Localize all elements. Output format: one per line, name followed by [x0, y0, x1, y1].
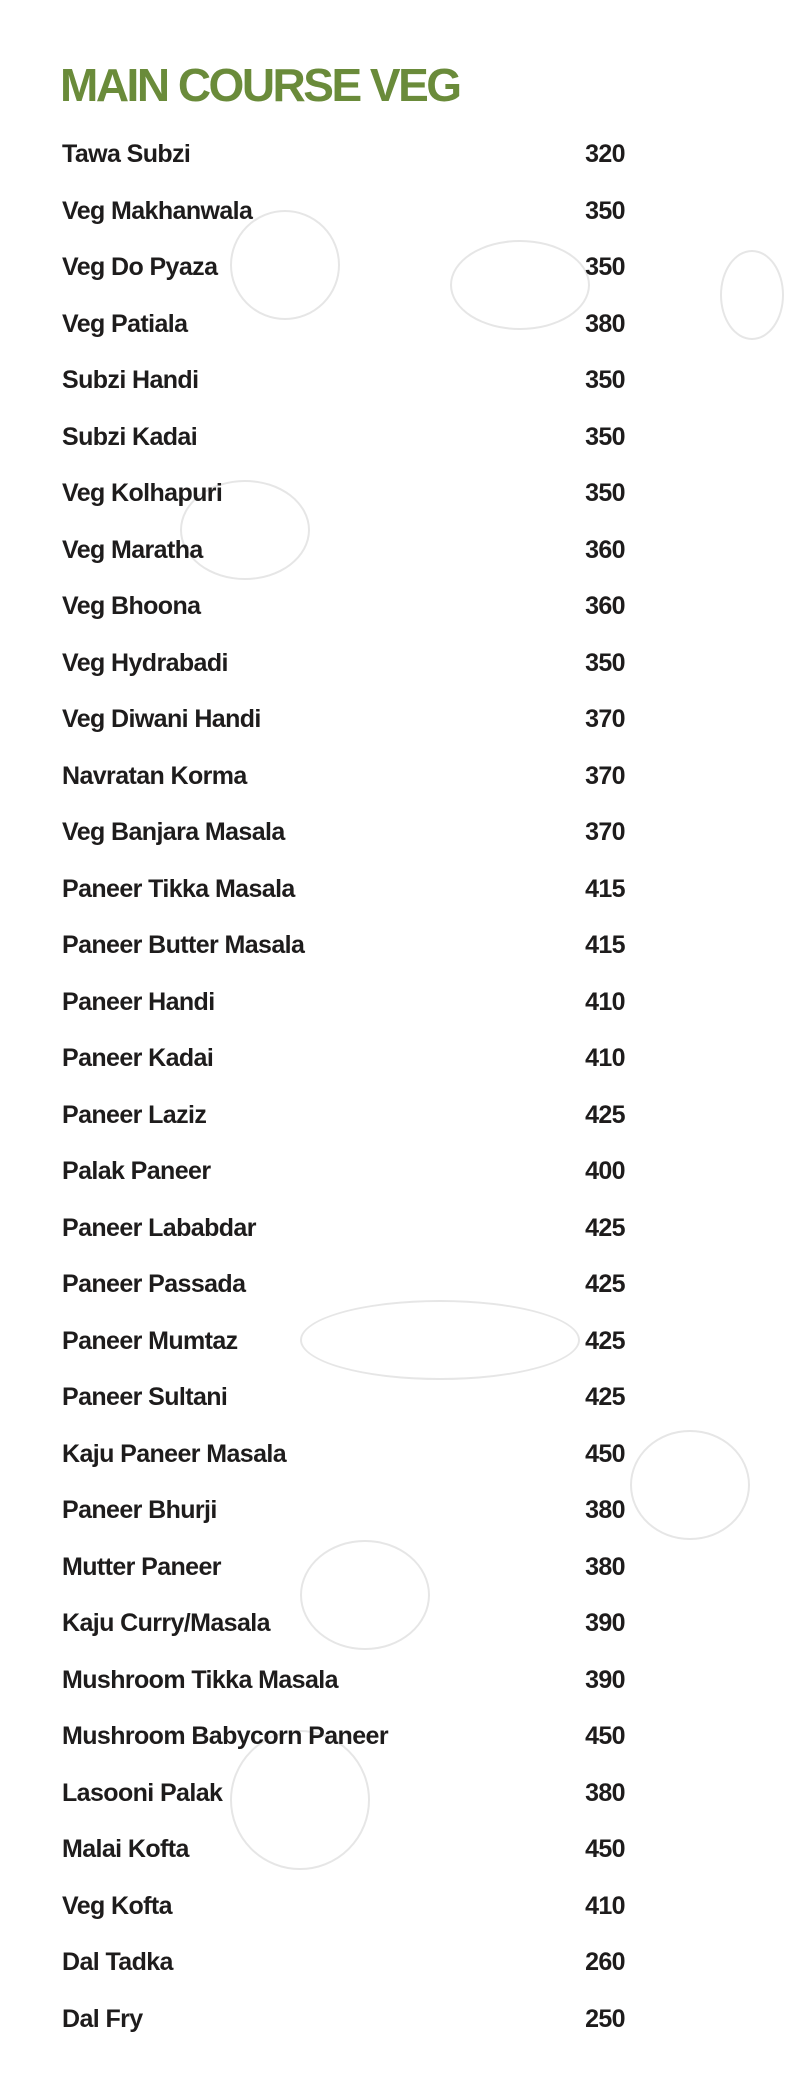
menu-item [0, 1718, 788, 1758]
menu-item [0, 1549, 788, 1589]
menu-item-price: 390 [585, 1665, 625, 1694]
menu-item-price: 410 [585, 987, 625, 1016]
menu-item-price: 450 [585, 1722, 625, 1750]
menu-item [0, 814, 788, 854]
menu-item-name: Kaju Paneer Masala [62, 1439, 287, 1468]
menu-item-name: Paneer Kadai [62, 1044, 214, 1072]
menu-item-price: 350 [585, 253, 625, 281]
menu-item-name: Veg Patiala [62, 309, 188, 338]
menu-item-price: 425 [585, 1213, 625, 1242]
section-title: MAIN COURSE VEG [60, 59, 460, 111]
menu-item [0, 419, 788, 459]
menu-item-name: Paneer Passada [62, 1270, 246, 1298]
menu-item [0, 927, 788, 967]
menu-item [0, 362, 788, 402]
menu-item-price: 415 [585, 931, 625, 959]
menu-item-name: Paneer Lababdar [62, 1213, 256, 1242]
menu-item-name: Veg Do Pyaza [62, 253, 218, 281]
menu-item-price: 350 [585, 422, 625, 451]
menu-item-name: Dal Tadka [62, 1948, 173, 1976]
menu-item-price: 415 [585, 874, 625, 903]
menu-item-price: 320 [585, 140, 625, 168]
menu-item [0, 1210, 788, 1250]
menu-item-name: Subzi Kadai [62, 422, 198, 451]
menu-item-price: 380 [585, 1496, 625, 1524]
menu-item-price: 360 [585, 592, 625, 620]
menu-item [0, 249, 788, 289]
menu-item-name: Veg Bhoona [62, 592, 201, 620]
menu-item-price: 250 [585, 2004, 625, 2033]
menu-item-price: 425 [585, 1100, 625, 1129]
menu-item [0, 532, 788, 572]
menu-item-name: Malai Kofta [62, 1835, 189, 1863]
menu-item [0, 871, 788, 911]
menu-item-price: 450 [585, 1835, 625, 1863]
menu-item-name: Lasooni Palak [62, 1778, 223, 1807]
menu-item-name: Tawa Subzi [62, 140, 191, 168]
menu-item [0, 1323, 788, 1363]
menu-item-price: 410 [585, 1044, 625, 1072]
menu-item-name: Paneer Tikka Masala [62, 874, 295, 903]
menu-item [0, 1888, 788, 1928]
menu-item-name: Veg Hydrabadi [62, 648, 228, 677]
menu-item-price: 370 [585, 705, 625, 733]
menu-item [0, 701, 788, 741]
menu-item-price: 350 [585, 196, 625, 225]
menu-item-name: Dal Fry [62, 2004, 143, 2033]
menu-item-price: 380 [585, 309, 625, 338]
menu-item-price: 370 [585, 761, 625, 790]
menu-item [0, 475, 788, 515]
menu-item-name: Paneer Handi [62, 987, 215, 1016]
menu-item [0, 588, 788, 628]
menu-item-price: 260 [585, 1948, 625, 1976]
menu-item [0, 1097, 788, 1137]
menu-item-name: Navratan Korma [62, 761, 247, 790]
menu-item [0, 1436, 788, 1476]
menu-item-name: Mutter Paneer [62, 1552, 221, 1581]
menu-item-name: Palak Paneer [62, 1157, 211, 1185]
menu-item [0, 1775, 788, 1815]
menu-item-name: Veg Maratha [62, 535, 203, 564]
menu-item-price: 380 [585, 1552, 625, 1581]
menu-item-name: Paneer Laziz [62, 1100, 207, 1129]
menu-item [0, 758, 788, 798]
menu-item [0, 1662, 788, 1702]
menu-item-price: 410 [585, 1891, 625, 1920]
menu-item-name: Mushroom Tikka Masala [62, 1665, 338, 1694]
menu-item [0, 1831, 788, 1871]
menu-item [0, 1266, 788, 1306]
menu-item-name: Subzi Handi [62, 366, 199, 394]
menu-item [0, 1492, 788, 1532]
menu-item-name: Veg Banjara Masala [62, 818, 285, 846]
menu-item [0, 1153, 788, 1193]
menu-item-price: 380 [585, 1778, 625, 1807]
menu-item-price: 350 [585, 366, 625, 394]
menu-item-price: 390 [585, 1609, 625, 1637]
menu-item-price: 350 [585, 479, 625, 507]
menu-item-name: Veg Kolhapuri [62, 479, 223, 507]
menu-item-price: 370 [585, 818, 625, 846]
menu-item-name: Mushroom Babycorn Paneer [62, 1722, 388, 1750]
menu-item [0, 2001, 788, 2041]
menu-item [0, 645, 788, 685]
menu-item [0, 1944, 788, 1984]
menu-item-name: Paneer Sultani [62, 1383, 228, 1411]
menu-item-name: Veg Makhanwala [62, 196, 253, 225]
menu-item-price: 360 [585, 535, 625, 564]
menu-item-name: Veg Kofta [62, 1891, 172, 1920]
menu-item [0, 1040, 788, 1080]
menu-item [0, 136, 788, 176]
menu-item [0, 1379, 788, 1419]
menu-item-name: Paneer Mumtaz [62, 1326, 238, 1355]
menu-item-name: Kaju Curry/Masala [62, 1609, 270, 1637]
menu-item-name: Veg Diwani Handi [62, 705, 261, 733]
menu-item-price: 425 [585, 1270, 625, 1298]
menu-item-price: 425 [585, 1383, 625, 1411]
menu-item [0, 984, 788, 1024]
menu-item [0, 193, 788, 233]
menu-item-name: Paneer Bhurji [62, 1496, 217, 1524]
menu-item-price: 350 [585, 648, 625, 677]
menu-item-price: 400 [585, 1157, 625, 1185]
menu-item-price: 450 [585, 1439, 625, 1468]
menu-item [0, 1605, 788, 1645]
menu-item [0, 306, 788, 346]
menu-item-name: Paneer Butter Masala [62, 931, 305, 959]
menu-item-price: 425 [585, 1326, 625, 1355]
